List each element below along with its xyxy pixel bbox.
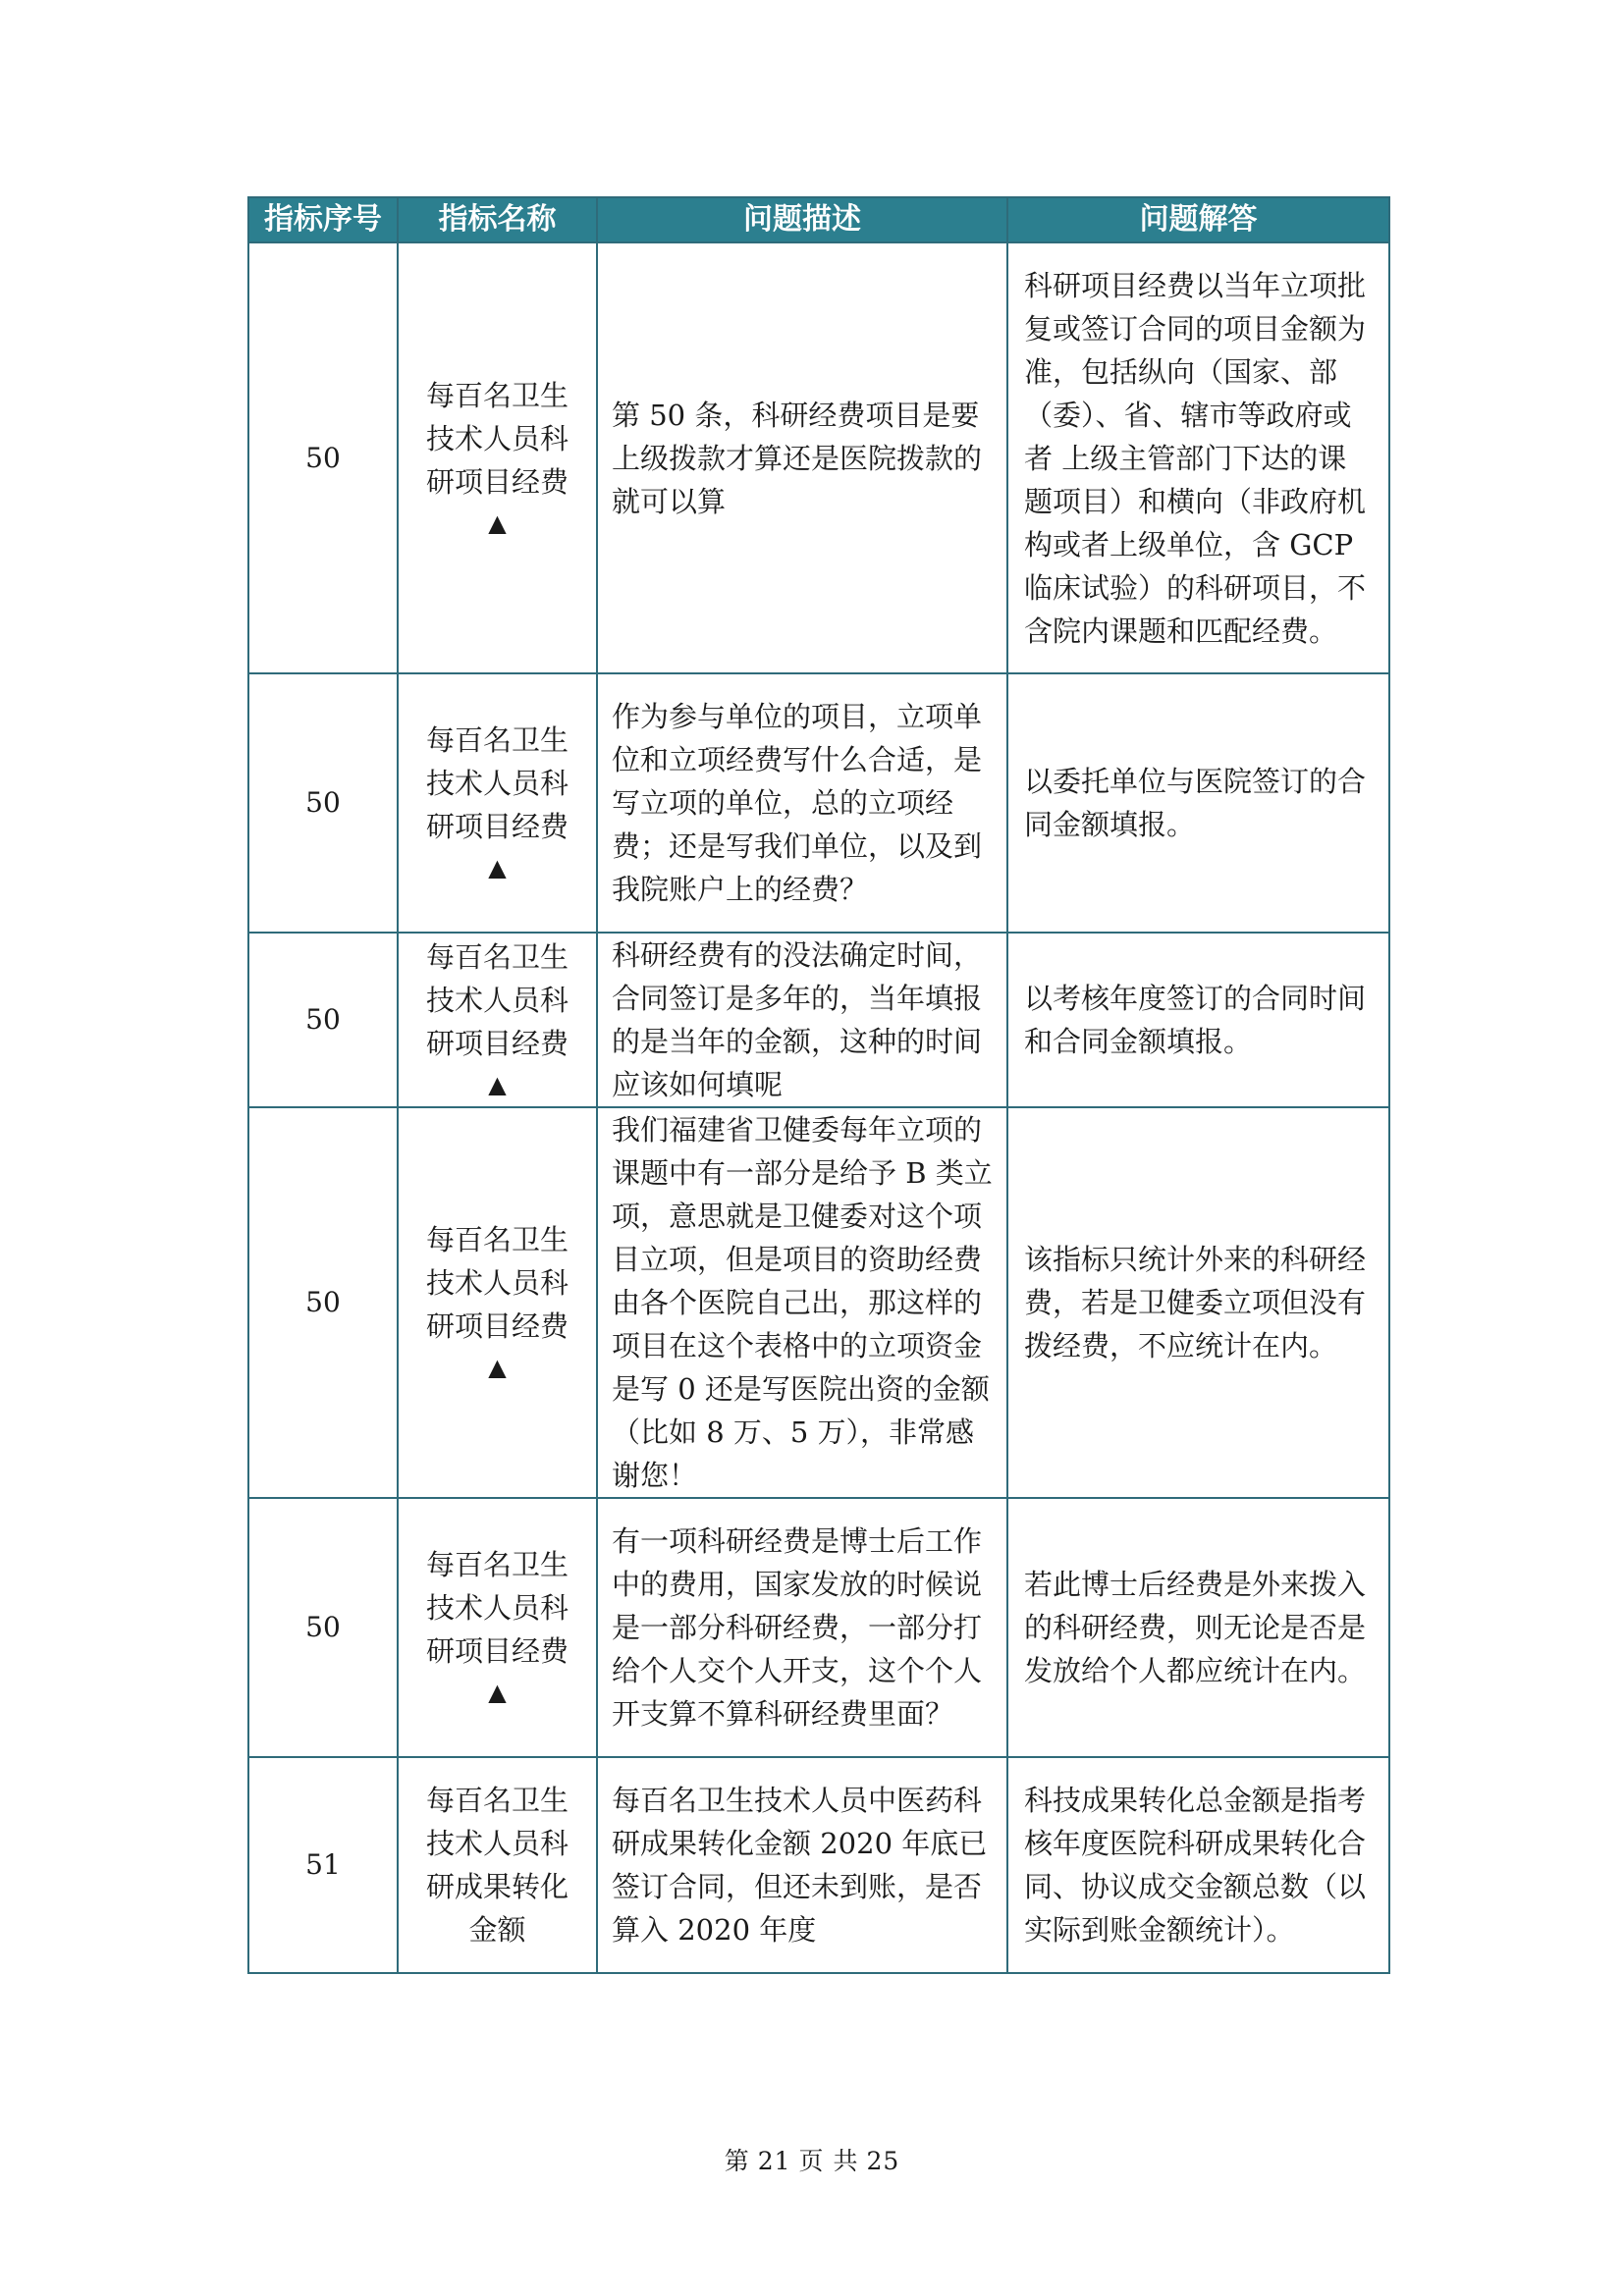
triangle-mark-icon: ▲ [488, 508, 507, 537]
row-name-cell [398, 673, 597, 933]
row-question: 我们福建省卫健委每年立项的课题中有一部分是给予 B 类立项，意思就是卫健委对这个项目立项，但是项目的资助经费由各个医院自己出，那这样的项目在这个表格中的立项资金是写 0 还是写医院出资的金额（比如 8 万、5 万），非常感谢您！ [597, 1107, 1007, 1498]
row-question: 作为参与单位的项目，立项单位和立项经费写什么合适，是写立项的单位，总的立项经费；还是写我们单位，以及到我院账户上的经费？ [597, 673, 1007, 933]
row-answer: 科研项目经费以当年立项批复或签订合同的项目金额为准，包括纵向（国家、部（委）、省、辖市等政府或者 上级主管部门下达的课题项目）和横向（非政府机构或者上级单位，含 GCP 临床试验）的科研项目，不含院内课题和匹配经费。 [1007, 242, 1389, 673]
table-row [248, 1498, 1389, 1757]
header-answer: 问题解答 [1007, 197, 1389, 242]
row-answer: 若此博士后经费是外来拨入的科研经费，则无论是否是发放给个人都应统计在内。 [1007, 1498, 1389, 1757]
footer-middle: 页 共 [798, 2147, 859, 2175]
row-name: 每百名卫生技术人员科研项目经费 [425, 723, 568, 843]
row-index: 50 [248, 673, 398, 933]
header-index: 指标序号 [248, 197, 398, 242]
row-index: 50 [248, 1107, 398, 1498]
row-name-cell [398, 1498, 597, 1757]
table-row [248, 1757, 1389, 1973]
footer-total-pages: 25 [866, 2147, 900, 2175]
row-name: 每百名卫生技术人员科研项目经费 [425, 378, 568, 499]
header-name: 指标名称 [398, 197, 597, 242]
table-header-row [248, 197, 1389, 242]
triangle-mark-icon: ▲ [488, 854, 507, 881]
table-row [248, 242, 1389, 673]
triangle-mark-icon: ▲ [488, 1354, 507, 1381]
row-name-cell [398, 1107, 597, 1498]
row-question: 科研经费有的没法确定时间，合同签订是多年的，当年填报的是当年的金额，这种的时间应该如何填呢 [597, 933, 1007, 1107]
footer-prefix: 第 [724, 2147, 750, 2175]
row-name: 每百名卫生技术人员科研项目经费 [425, 1548, 568, 1668]
row-index: 50 [248, 242, 398, 673]
row-question: 第 50 条，科研经费项目是要上级拨款才算还是医院拨款的就可以算 [597, 242, 1007, 673]
table-row [248, 673, 1389, 933]
row-name: 每百名卫生技术人员科研项目经费 [425, 1223, 568, 1343]
table-row [248, 933, 1389, 1107]
row-index: 50 [248, 933, 398, 1107]
row-name-cell [398, 1757, 597, 1973]
row-answer: 以考核年度签订的合同时间和合同金额填报。 [1007, 933, 1389, 1107]
row-answer: 该指标只统计外来的科研经费，若是卫健委立项但没有拨经费，不应统计在内。 [1007, 1107, 1389, 1498]
qa-table [247, 196, 1390, 1974]
row-index: 51 [248, 1757, 398, 1973]
table-row [248, 1107, 1389, 1498]
row-answer: 以委托单位与医院签订的合同金额填报。 [1007, 673, 1389, 933]
row-name: 每百名卫生技术人员科研成果转化金额 [425, 1784, 568, 1947]
row-answer: 科技成果转化总金额是指考核年度医院科研成果转化合同、协议成交金额总数（以实际到账金额统计）。 [1007, 1757, 1389, 1973]
page-footer [0, 2142, 1624, 2177]
row-index: 50 [248, 1498, 398, 1757]
row-question: 每百名卫生技术人员中医药科研成果转化金额 2020 年底已签订合同，但还未到账，是否算入 2020 年度 [597, 1757, 1007, 1973]
row-question: 有一项科研经费是博士后工作中的费用，国家发放的时候说是一部分科研经费，一部分打给个人交个人开支，这个个人开支算不算科研经费里面？ [597, 1498, 1007, 1757]
row-name: 每百名卫生技术人员科研项目经费 [425, 940, 568, 1060]
triangle-mark-icon: ▲ [488, 1679, 507, 1706]
row-name-cell [398, 242, 597, 673]
header-question: 问题描述 [597, 197, 1007, 242]
footer-current-page: 21 [757, 2147, 791, 2175]
row-name-cell [398, 933, 597, 1107]
triangle-mark-icon: ▲ [488, 1071, 507, 1098]
